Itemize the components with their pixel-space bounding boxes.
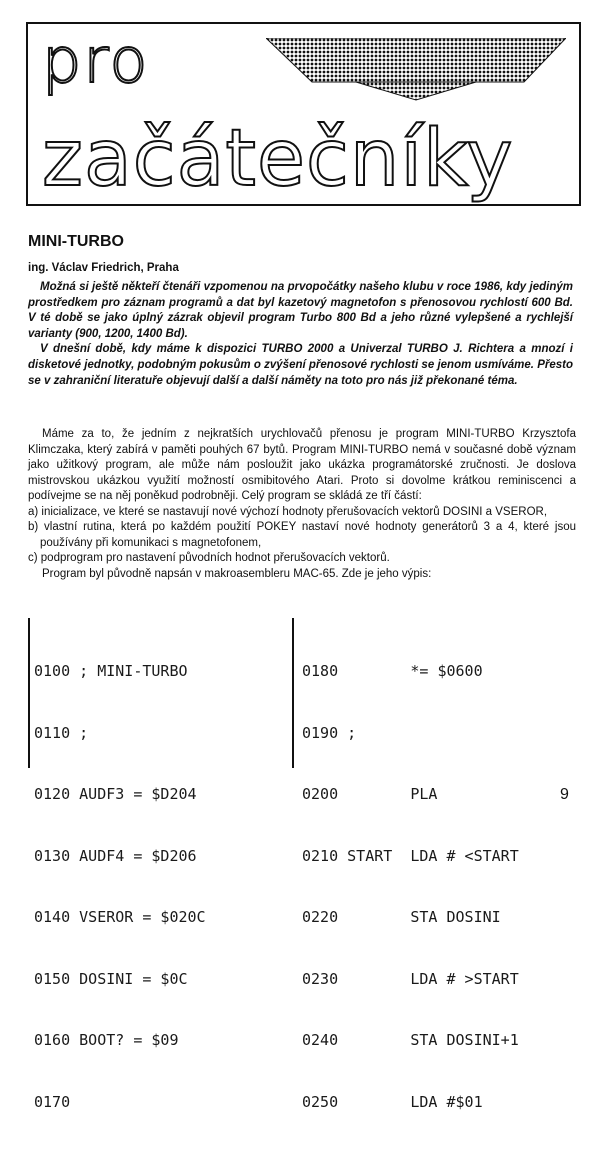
body-paragraph: Program byl původně napsán v makroasembleru MAC-65. Zde je jeho výpis: <box>42 567 432 580</box>
listing-border-left <box>28 618 30 768</box>
intro-paragraph: V dnešní době, kdy máme k dispozici TURBO 2000 a Univerzal TURBO J. Richtera a mnozí i disketové jednotky, podobným pokusům o zvýšení přenosové rychlosti se jenom usmíváme. Přesto se v zahraniční literatuře objevují další a další náměty na toto pro nás již překonané téma. <box>28 343 573 387</box>
article-intro <box>28 280 573 389</box>
listing-line: 0190 ; <box>302 723 357 742</box>
listing-line: 0110 ; <box>34 723 89 742</box>
program-listing <box>28 618 576 1111</box>
listing-line: 0240 STA DOSINI+1 <box>302 1031 519 1049</box>
listing-line: 0170 <box>34 1092 71 1111</box>
article-author: ing. Václav Friedrich, Praha <box>28 262 179 274</box>
listing-line: 0220 STA DOSINI <box>302 908 501 926</box>
listing-column-right <box>302 620 519 1153</box>
list-item: b) vlastní rutina, která po každém použití POKEY nastaví nové hodnoty generátorů 3 a 4, které jsou používány při komunikaci s magnetofonem, <box>28 521 576 549</box>
header-word-zacatecniky: začátečníky <box>42 114 514 204</box>
listing-line: 0200 PLA <box>302 785 438 803</box>
listing-column-left <box>34 620 206 1153</box>
header-word-pro: pro <box>42 24 150 97</box>
article-body <box>28 427 576 582</box>
intro-paragraph: Možná si ještě někteří čtenáři vzpomenou na prvopočátky našeho klubu v roce 1986, kdy jediným prostředkem pro záznam programů a dat byl kazetový magnetofon s přenosovou rychlostí 600 Bd. V té době se jako úplný zázrak objevil program Turbo 800 Bd a jeho různé vylepšené a rychlejší varianty (900, 1200, 1400 Bd). <box>28 281 573 340</box>
list-item: c) podprogram pro nastavení původních hodnot přerušovacích vektorů. <box>28 552 390 564</box>
page-number: 9 <box>560 786 569 803</box>
listing-line: 0140 VSEROR = $020C <box>34 908 206 926</box>
list-item: a) inicializace, ve které se nastavují nové výchozí hodnoty přerušovacích vektorů DOSINI a VSEROR, <box>28 505 548 518</box>
listing-line: 0230 LDA # >START <box>302 969 519 988</box>
listing-line: 0210 START LDA # <START <box>302 846 519 865</box>
listing-line: 0250 LDA #$01 <box>302 1092 483 1111</box>
section-header <box>26 22 581 206</box>
listing-line: 0180 *= $0600 <box>302 662 483 680</box>
body-paragraph: Máme za to, že jedním z nejkratších urychlovačů přenosu je program MINI-TURBO Krzysztofa Klimczaka, který zabírá v paměti pouhých 67 bytů. Program MINI-TURBO nemá v současné době význam jako užitkový program, ale může nám posloužit jako ukázka programátorské zručnosti. Je doslova mistrovskou ukázkou využití možností osmibitového Atari. Proto si dovolme krátkou reminiscenci a podívejme se na něj poněkud podrobněji. Celý program se skládá ze tří částí: <box>28 428 576 502</box>
listing-line: 0100 ; MINI-TURBO <box>34 662 188 680</box>
article-title: MINI-TURBO <box>28 233 124 250</box>
listing-line: 0160 BOOT? = $09 <box>34 1031 179 1049</box>
listing-divider <box>292 618 294 768</box>
listing-line: 0150 DOSINI = $0C <box>34 969 188 988</box>
header-banner-graphic <box>266 38 566 102</box>
listing-line: 0130 AUDF4 = $D206 <box>34 846 197 865</box>
listing-line: 0120 AUDF3 = $D204 <box>34 785 197 803</box>
